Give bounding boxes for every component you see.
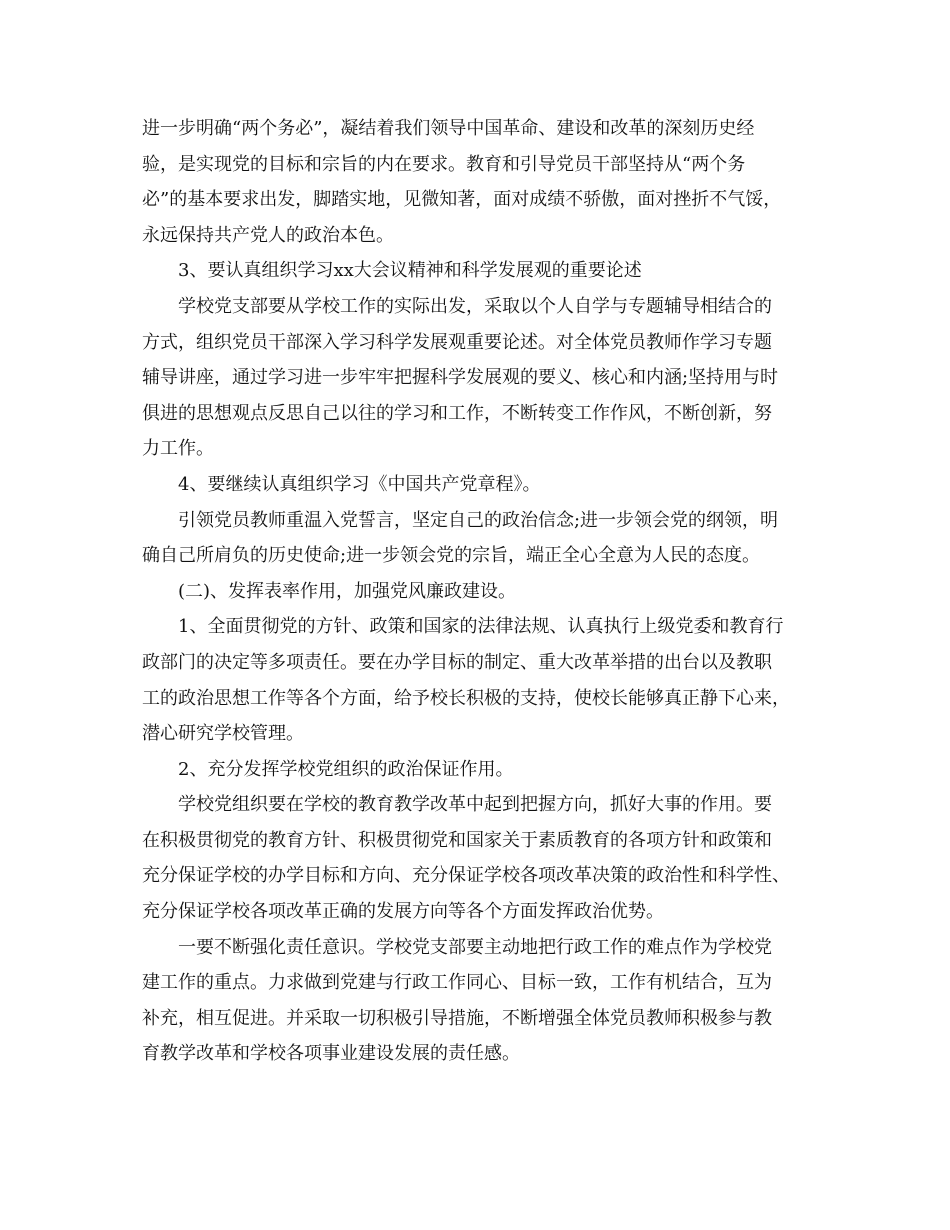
text-line: 学校党组织要在学校的教育教学改革中起到把握方向，抓好大事的作用。要 bbox=[178, 794, 772, 816]
heading-line: (二)、发挥表率作用，加强党风廉政建设。 bbox=[178, 580, 517, 602]
text-line: 育教学改革和学校各项事业建设发展的责任感。 bbox=[142, 1043, 520, 1065]
text-line: 确自己所肩负的历史使命;进一步领会党的宗旨，端正全心全意为人民的态度。 bbox=[142, 545, 761, 567]
text-line: 补充，相互促进。并采取一切积极引导措施，不断增强全体党员教师积极参与教 bbox=[142, 1007, 772, 1029]
para-section-2-item-2 bbox=[142, 787, 810, 929]
text-line: 辅导讲座，通过学习进一步牢牢把握科学发展观的要义、核心和内涵;坚持用与时 bbox=[142, 367, 779, 389]
heading-line: 2、充分发挥学校党组织的政治保证作用。 bbox=[178, 758, 514, 780]
heading-line: 3、要认真组织学习xx大会议精神和科学发展观的重要论述 bbox=[178, 260, 642, 282]
text-line: 验，是实现党的目标和宗旨的内在要求。教育和引导党员干部坚持从“两个务 bbox=[142, 153, 746, 175]
heading-section-2-item-2 bbox=[142, 752, 810, 788]
text-line: 在积极贯彻党的教育方针、积极贯彻党和国家关于素质教育的各项方针和政策和 bbox=[142, 829, 772, 851]
para-responsibility bbox=[142, 930, 810, 1072]
text-line: 俱进的思想观点反思自己以往的学习和工作，不断转变工作作风，不断创新，努 bbox=[142, 402, 772, 424]
text-line: 工的政治思想工作等各个方面，给予校长积极的支持，使校长能够真正静下心来， bbox=[142, 687, 790, 709]
text-line: 充分保证学校的办学目标和方向、充分保证学校各项改革决策的政治性和科学性、 bbox=[142, 865, 790, 887]
text-line: 引领党员教师重温入党誓言，坚定自己的政治信念;进一步领会党的纲领，明 bbox=[178, 509, 779, 531]
text-line: 方式，组织党员干部深入学习科学发展观重要论述。对全体党员教师作学习专题 bbox=[142, 331, 772, 353]
text-line: 充分保证学校各项改革正确的发展方向等各个方面发挥政治优势。 bbox=[142, 901, 664, 923]
text-line: 必”的基本要求出发，脚踏实地，见微知著，面对成绩不骄傲，面对挫折不气馁， bbox=[142, 189, 782, 211]
heading-section-2 bbox=[142, 574, 810, 610]
para-item-4 bbox=[142, 503, 810, 574]
para-section-2-item-1 bbox=[142, 609, 810, 751]
text-line: 政部门的决定等多项责任。要在办学目标的制定、重大改革举措的出台以及教职 bbox=[142, 651, 772, 673]
text-line: 潜心研究学校管理。 bbox=[142, 723, 304, 745]
text-line: 进一步明确“两个务必”，凝结着我们领导中国革命、建设和改革的深刻历史经 bbox=[142, 118, 755, 139]
text-line: 永远保持共产党人的政治本色。 bbox=[142, 224, 394, 246]
para-two-musts-continued bbox=[142, 111, 810, 253]
text-line: 1、全面贯彻党的方针、政策和国家的法律法规、认真执行上级党委和教育行 bbox=[178, 616, 784, 638]
text-line: 建工作的重点。力求做到党建与行政工作同心、目标一致，工作有机结合，互为 bbox=[142, 972, 772, 994]
heading-item-3 bbox=[142, 253, 810, 289]
text-line: 力工作。 bbox=[142, 438, 214, 460]
para-item-3 bbox=[142, 289, 810, 467]
text-line: 一要不断强化责任意识。学校党支部要主动地把行政工作的难点作为学校党 bbox=[178, 936, 772, 958]
heading-line: 4、要继续认真组织学习《中国共产党章程》。 bbox=[178, 473, 541, 495]
text-line: 学校党支部要从学校工作的实际出发，采取以个人自学与专题辅导相结合的 bbox=[178, 295, 772, 317]
document-page bbox=[142, 111, 810, 1072]
heading-item-4 bbox=[142, 467, 810, 503]
